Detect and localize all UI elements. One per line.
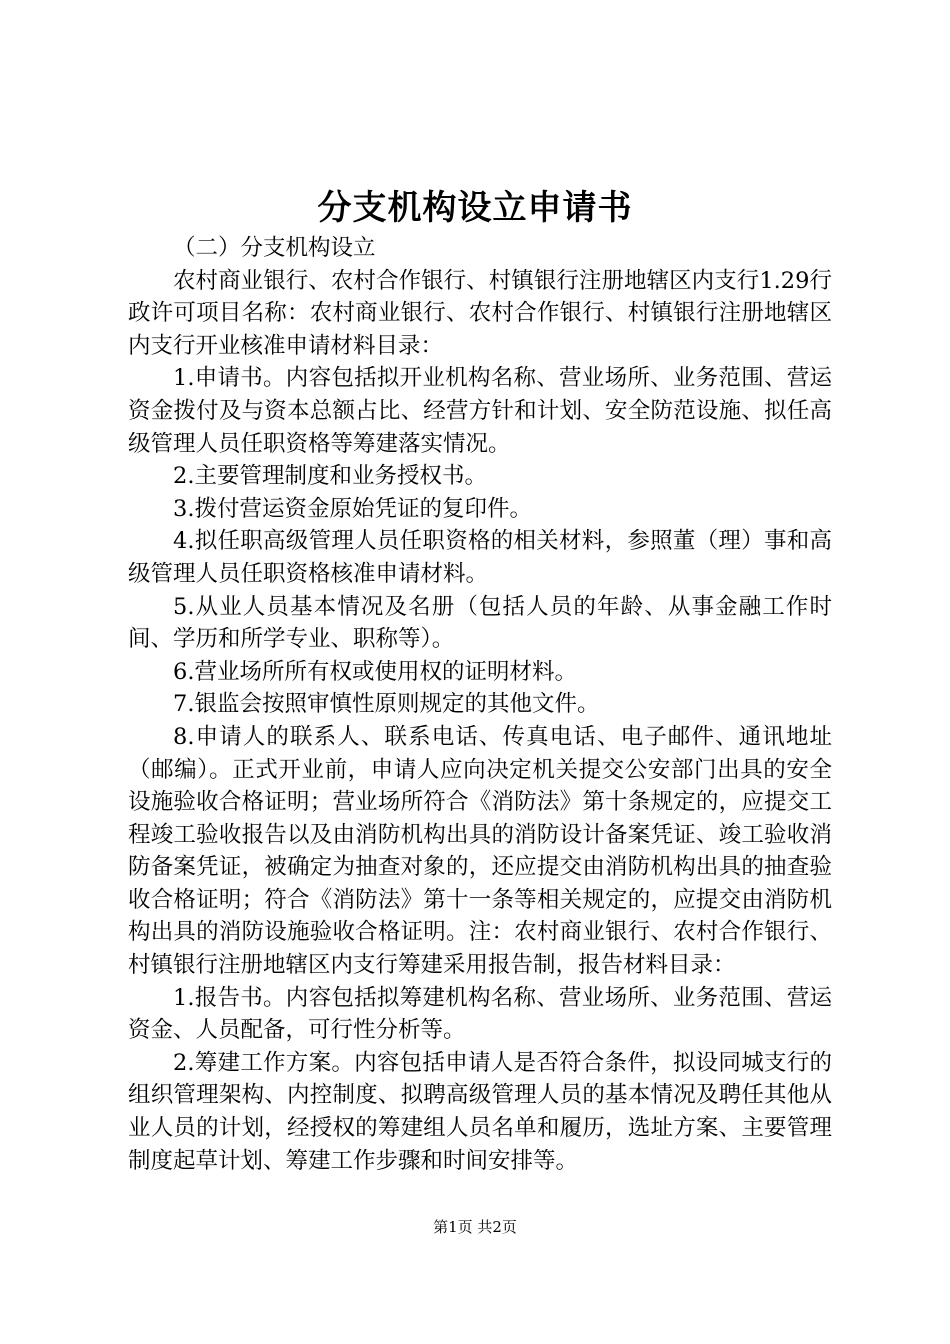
paragraph-item-4: 4.拟任职高级管理人员任职资格的相关材料，参照董（理）事和高级管理人员任职资格核准申请材料。 bbox=[128, 528, 832, 587]
page-footer: 第1页 共2页 bbox=[433, 1218, 517, 1236]
paragraph-item-3: 3.拨付营运资金原始凭证的复印件。 bbox=[173, 495, 532, 522]
paragraph-section-heading: （二）分支机构设立 bbox=[173, 235, 376, 261]
paragraph-item-2: 2.主要管理制度和业务授权书。 bbox=[173, 463, 487, 490]
paragraph-report-item-1: 1.报告书。内容包括拟筹建机构名称、营业场所、业务范围、营运资金、人员配备，可行性分析等。 bbox=[128, 984, 832, 1044]
paragraph-item-5: 5.从业人员基本情况及名册（包括人员的年龄、从事金融工作时间、学历和所学专业、职称等）。 bbox=[128, 593, 832, 653]
paragraph-item-1: 1.申请书。内容包括拟开业机构名称、营业场所、业务范围、营运资金拨付及与资本总额占比、经营方针和计划、安全防范设施、拟任高级管理人员任职资格等筹建落实情况。 bbox=[128, 365, 832, 457]
page-title: 分支机构设立申请书 bbox=[317, 188, 633, 228]
paragraph-report-item-2: 2.筹建工作方案。内容包括申请人是否符合条件，拟设同城支行的组织管理架构、内控制度、拟聘高级管理人员的基本情况及聘任其他从业人员的计划，经授权的筹建组人员名单和履历，选址方案、主要管理制度起草计划、筹建工作步骤和时间安排等。 bbox=[128, 1049, 832, 1174]
paragraph-intro: 农村商业银行、农村合作银行、村镇银行注册地辖区内支行1.29行政许可项目名称：农村商业银行、农村合作银行、村镇银行注册地辖区内支行开业核准申请材料目录： bbox=[128, 267, 832, 359]
paragraph-item-8: 8.申请人的联系人、联系电话、传真电话、电子邮件、通讯地址（邮编）。正式开业前，申请人应向决定机关提交公安部门出具的安全设施验收合格证明；营业场所符合《消防法》第十条规定的，应提交工程竣工验收报告以及由消防机构出具的消防设计备案凭证、竣工验收消防备案凭证，被确定为抽查对象的，还应提交由消防机构出具的抽查验收合格证明；符合《消防法》第十一条等相关规定的，应提交由消防机构出具的消防设施验收合格证明。注：农村商业银行、农村合作银行、村镇银行注册地辖区内支行筹建采用报告制，报告材料目录： bbox=[128, 723, 832, 979]
paragraph-item-7: 7.银监会按照审慎性原则规定的其他文件。 bbox=[173, 691, 600, 718]
paragraph-item-6: 6.营业场所所有权或使用权的证明材料。 bbox=[173, 658, 577, 685]
document-body bbox=[128, 232, 832, 1177]
